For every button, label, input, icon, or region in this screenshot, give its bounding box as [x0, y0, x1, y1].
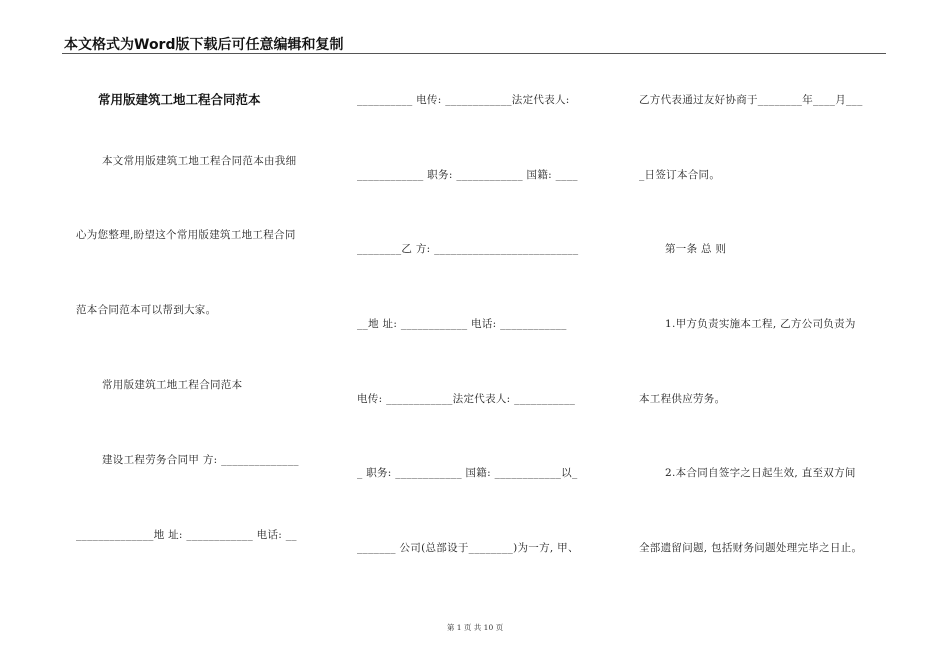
- text-line: 建设工程劳务合同甲 方: ______________: [102, 454, 299, 466]
- text-line: 全部遗留问题, 包括财务问题处理完毕之日止。: [639, 542, 863, 554]
- text-line: __地 址: ____________ 电话: ____________: [357, 318, 567, 330]
- text-line: ____________ 职务: ____________ 国籍: ____: [357, 169, 578, 181]
- text-line: __________ 电传: ____________法定代表人:: [357, 94, 570, 106]
- page-number: 第 1 页 共 10 页: [446, 623, 504, 632]
- text-line: 心为您整理,盼望这个常用版建筑工地工程合同: [76, 229, 296, 241]
- text-line: _______ 公司(总部设于________)为一方, 甲、: [357, 542, 579, 554]
- text-line: 本文常用版建筑工地工程合同范本由我细: [102, 155, 297, 167]
- text-line: 范本合同范本可以帮到大家。: [76, 304, 217, 316]
- header-title: 本文格式为Word版下载后可任意编辑和复制: [64, 37, 344, 53]
- header-divider: [62, 53, 886, 54]
- text-line: 2.本合同自签字之日起生效, 直至双方间: [665, 467, 856, 479]
- text-line: 电传: ____________法定代表人: ___________: [357, 393, 576, 405]
- text-line: 1.甲方负责实施本工程, 乙方公司负责为: [665, 318, 856, 330]
- text-line: _ 职务: ____________ 国籍: ____________以_: [357, 467, 578, 479]
- text-line: ______________地 址: ____________ 电话: __: [76, 529, 297, 541]
- text-line: 常用版建筑工地工程合同范本: [102, 379, 243, 391]
- document-title: 常用版建筑工地工程合同范本: [98, 92, 261, 107]
- text-line: 本工程供应劳务。: [639, 393, 726, 405]
- section-heading: 第一条 总 则: [665, 243, 727, 255]
- text-line: ________乙 方: __________________________: [357, 243, 579, 255]
- text-line: 乙方代表通过友好协商于________年____月___: [639, 94, 863, 106]
- text-line: _日签订本合同。: [639, 169, 721, 181]
